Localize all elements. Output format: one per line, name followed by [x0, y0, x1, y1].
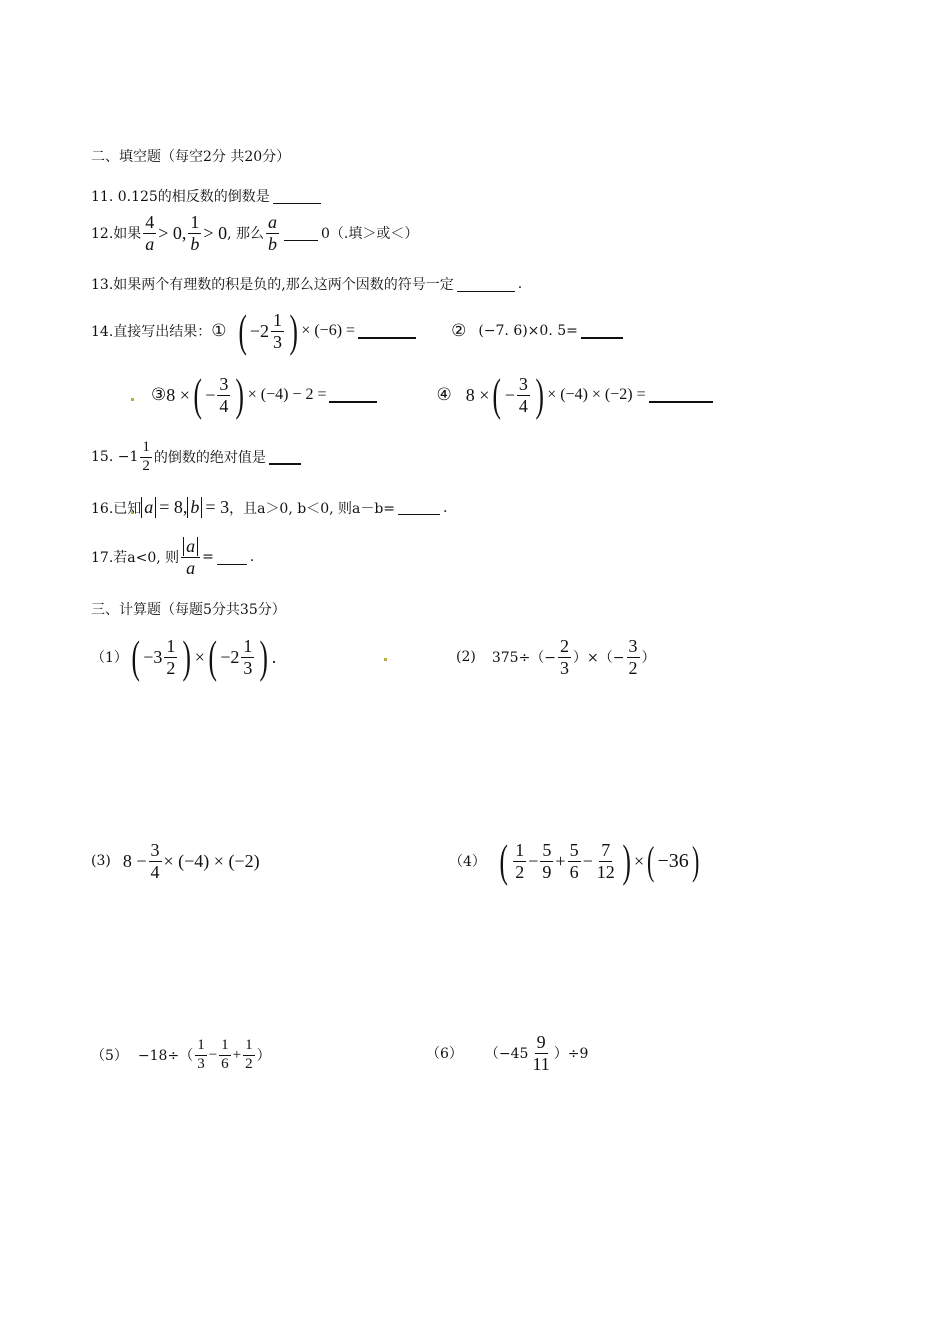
- q14-label-2: ②: [451, 321, 467, 341]
- q16-prefix: 16.已知: [91, 500, 142, 517]
- p2-f2-den: 2: [628, 657, 638, 678]
- p1-lparen-a: (: [131, 631, 140, 682]
- p4-f2-den: 9: [542, 861, 552, 882]
- q14-label-3: ③: [151, 385, 167, 405]
- p5-f1-num: 1: [195, 1038, 207, 1056]
- q13-text: 13.如果两个有理数的积是负的,那么这两个因数的符号一定: [91, 277, 454, 293]
- q12-f2-den: b: [190, 233, 200, 254]
- q14-e4-den: 4: [518, 395, 528, 416]
- p2-f1-den: 3: [560, 657, 570, 678]
- q17-answer-blank[interactable]: [217, 550, 247, 565]
- q14-e4-lparen: (: [492, 369, 502, 420]
- p6-part-a: （−45: [484, 1046, 529, 1062]
- p2-label: (2): [456, 649, 476, 665]
- p1-lparen-b: (: [208, 631, 217, 682]
- q14-e1-rest: × (−6) =: [301, 322, 356, 339]
- q14-e1-den: 3: [273, 331, 282, 352]
- p2-f1-num: 2: [560, 635, 570, 656]
- p1-a-den: 2: [166, 657, 176, 678]
- stray-dot-3: [384, 658, 387, 661]
- problem-6: [426, 1030, 588, 1076]
- p4-f2-num: 5: [542, 839, 552, 860]
- p5-fraction-3: [243, 1038, 255, 1073]
- p2-fraction-1: [558, 637, 571, 678]
- p4-f3-num: 5: [569, 839, 579, 860]
- p4-rparen: ): [622, 835, 631, 886]
- q14-e3-fraction: [217, 375, 230, 416]
- q14-e4-num: 3: [518, 373, 528, 394]
- q14-e3-int: 8 ×: [166, 384, 190, 405]
- q12-cond-2: > 0: [203, 222, 228, 243]
- q14-e2-expr: (−7. 6)×0. 5=: [478, 323, 578, 339]
- p5-fraction-1: [195, 1038, 207, 1073]
- q16-eq-1: = 8,: [159, 497, 188, 517]
- section3-title: [91, 599, 286, 619]
- p4-f3-den: 6: [569, 861, 579, 882]
- p4-op-1: −: [528, 850, 539, 871]
- p2-part-c: ）: [641, 650, 656, 666]
- q17-prefix: 17.若a<0, 则: [91, 550, 180, 567]
- question-15: [91, 440, 304, 475]
- p3-num: 3: [150, 839, 160, 860]
- q12-f2-num: 1: [190, 212, 200, 232]
- q14-e4-int: 8 ×: [465, 384, 490, 405]
- p5-f3-den: 2: [245, 1055, 253, 1072]
- q14-e4-answer-blank[interactable]: [649, 387, 713, 403]
- q12-f1-den: a: [145, 233, 155, 254]
- p1-rparen-a: ): [182, 631, 192, 682]
- q17-end: .: [249, 549, 255, 566]
- q12-mid: , 那么: [227, 226, 264, 243]
- p4-lparen-2: (: [647, 838, 655, 883]
- question-16: [91, 497, 448, 518]
- p4-fraction-3: [568, 841, 581, 882]
- q16-abs-a: a: [141, 497, 156, 518]
- problem-5: [91, 1034, 271, 1076]
- stray-dot-1: [131, 398, 134, 401]
- p5-label: （5）: [91, 1048, 128, 1064]
- p1-end: .: [271, 646, 277, 667]
- p5-f2-num: 1: [219, 1038, 231, 1056]
- problem-4: [449, 834, 702, 888]
- question-14-line-2: [151, 370, 716, 420]
- p1-int-a: −3: [143, 646, 163, 667]
- section3-title-text: 三、计算题（每题5分共35分）: [91, 602, 286, 618]
- q14-e1-rparen: ): [289, 305, 298, 356]
- p6-label: （6）: [426, 1046, 463, 1062]
- p4-f1-den: 2: [515, 861, 525, 882]
- p1-label: （1）: [91, 650, 128, 666]
- q11-text: 11. 0.125的相反数的倒数是: [91, 189, 270, 205]
- q14-e3-rest: × (−4) − 2 =: [247, 386, 327, 403]
- q12-f3-den: b: [267, 233, 277, 254]
- p5-fraction-2: [219, 1038, 231, 1073]
- p5-f2-den: 6: [221, 1055, 229, 1072]
- p4-f1-num: 1: [515, 839, 525, 860]
- q13-answer-blank[interactable]: [457, 277, 515, 292]
- q14-e1-lparen: (: [237, 305, 247, 356]
- q14-label-4: ④: [436, 385, 452, 405]
- p1-times: ×: [194, 646, 205, 667]
- p4-part-c: −36: [657, 849, 689, 872]
- q14-e1-num: 1: [273, 309, 282, 330]
- q12-answer-blank[interactable]: [284, 226, 318, 241]
- p3-fraction: [149, 841, 162, 882]
- p5-f3-num: 1: [243, 1038, 255, 1056]
- p2-f2-num: 3: [628, 635, 638, 656]
- q12-fraction-3: [266, 213, 279, 254]
- q12-f3-num: a: [267, 212, 277, 232]
- q15-num: 1: [140, 440, 152, 458]
- q16-end: .: [443, 499, 448, 516]
- question-14-line-1: [91, 306, 626, 356]
- q12-suffix: 0（.填＞或＜）: [320, 226, 419, 243]
- p5-op-2: +: [232, 1046, 242, 1063]
- q14-prefix: 14.直接写出结果：: [91, 324, 212, 340]
- q12-fraction-2: [188, 213, 201, 254]
- question-11: [91, 186, 324, 206]
- q14-e1-fraction: [271, 311, 284, 352]
- q14-e2-answer-blank[interactable]: [581, 323, 623, 339]
- p1-b-den: 3: [243, 657, 253, 678]
- q14-e4-rest: × (−4) × (−2) =: [547, 386, 646, 403]
- p1-int-b: −2: [220, 646, 240, 667]
- q17-num-abs: a: [183, 537, 198, 556]
- question-13: [91, 274, 522, 294]
- q14-e3-rparen: ): [235, 369, 245, 420]
- q14-label-1: ①: [211, 321, 227, 341]
- q14-e3-den: 4: [219, 395, 229, 416]
- q12-prefix: 12.如果: [91, 226, 142, 243]
- q12-fraction-1: [143, 213, 156, 254]
- p3-part-b: × (−4) × (−2): [163, 850, 260, 871]
- p2-part-b: ）×（−: [573, 650, 625, 666]
- q14-e3-neg: −: [205, 384, 216, 405]
- p3-den: 4: [150, 861, 160, 882]
- q14-e4-neg: −: [504, 384, 515, 405]
- p4-op-2: +: [555, 850, 566, 871]
- q12-cond-1: > 0,: [158, 222, 187, 243]
- p6-fraction: [530, 1033, 551, 1074]
- p4-op-3: −: [582, 850, 593, 871]
- p3-part-a: 8 −: [122, 850, 147, 871]
- p4-fraction-4: [595, 841, 617, 882]
- q15-suffix: 的倒数的绝对值是: [153, 450, 266, 467]
- p4-label: （4）: [449, 854, 486, 870]
- q16-eq-2: = 3: [205, 497, 230, 517]
- q14-e1-int: −2: [249, 320, 269, 341]
- p6-part-b: ）÷9: [553, 1046, 589, 1062]
- p5-part-a: −18÷（: [137, 1048, 194, 1064]
- problem-2: [456, 632, 656, 682]
- p5-op-1: −: [208, 1046, 218, 1063]
- q14-e4-fraction: [517, 375, 530, 416]
- problem-3: [91, 838, 260, 884]
- p4-fraction-2: [540, 841, 553, 882]
- p5-part-b: ）: [256, 1048, 271, 1064]
- q17-suffix: =: [202, 549, 214, 566]
- p4-times: ×: [634, 850, 645, 871]
- q11-answer-blank[interactable]: [273, 189, 321, 204]
- p1-a-num: 1: [166, 635, 176, 656]
- p1-b-num: 1: [243, 635, 253, 656]
- p3-label: (3): [91, 853, 111, 869]
- section2-title: [91, 146, 290, 166]
- p4-lparen: (: [499, 835, 508, 886]
- q15-answer-blank[interactable]: [269, 449, 301, 465]
- p4-f4-den: 12: [596, 861, 615, 882]
- p1-fraction-b: [241, 637, 254, 678]
- q17-den: a: [186, 557, 196, 578]
- question-17: [91, 537, 254, 578]
- q14-e3-answer-blank[interactable]: [329, 387, 377, 403]
- p4-rparen-2: ): [691, 838, 700, 883]
- section2-title-text: 二、填空题（每空2分 共20分）: [91, 149, 291, 165]
- q14-e3-num: 3: [219, 373, 229, 394]
- q16-suffix: ，且a＞0, b＜0, 则a－b=: [229, 500, 396, 517]
- q15-den: 2: [142, 457, 150, 474]
- p1-rparen-b: ): [259, 631, 269, 682]
- p4-f4-num: 7: [601, 839, 611, 860]
- q14-e3-lparen: (: [193, 369, 202, 420]
- q15-prefix: 15. −1: [91, 449, 139, 466]
- p1-fraction-a: [164, 637, 177, 678]
- q17-fraction: [181, 537, 200, 578]
- p2-part-a: 375÷（−: [491, 650, 557, 666]
- q16-abs-b: b: [187, 497, 202, 518]
- q15-fraction: [140, 440, 152, 475]
- q12-f1-num: 4: [145, 212, 155, 232]
- p4-fraction-1: [513, 841, 526, 882]
- p6-den: 11: [532, 1053, 550, 1074]
- p2-fraction-2: [627, 637, 640, 678]
- q14-e4-rparen: ): [535, 369, 544, 420]
- question-12: [91, 213, 418, 254]
- q14-e1-answer-blank[interactable]: [358, 323, 416, 339]
- q17-num: [181, 537, 200, 558]
- q13-end: .: [517, 276, 523, 292]
- p5-f1-den: 3: [197, 1055, 205, 1072]
- problem-1: [91, 632, 276, 682]
- p6-num: 9: [536, 1031, 546, 1052]
- q16-answer-blank[interactable]: [398, 500, 440, 515]
